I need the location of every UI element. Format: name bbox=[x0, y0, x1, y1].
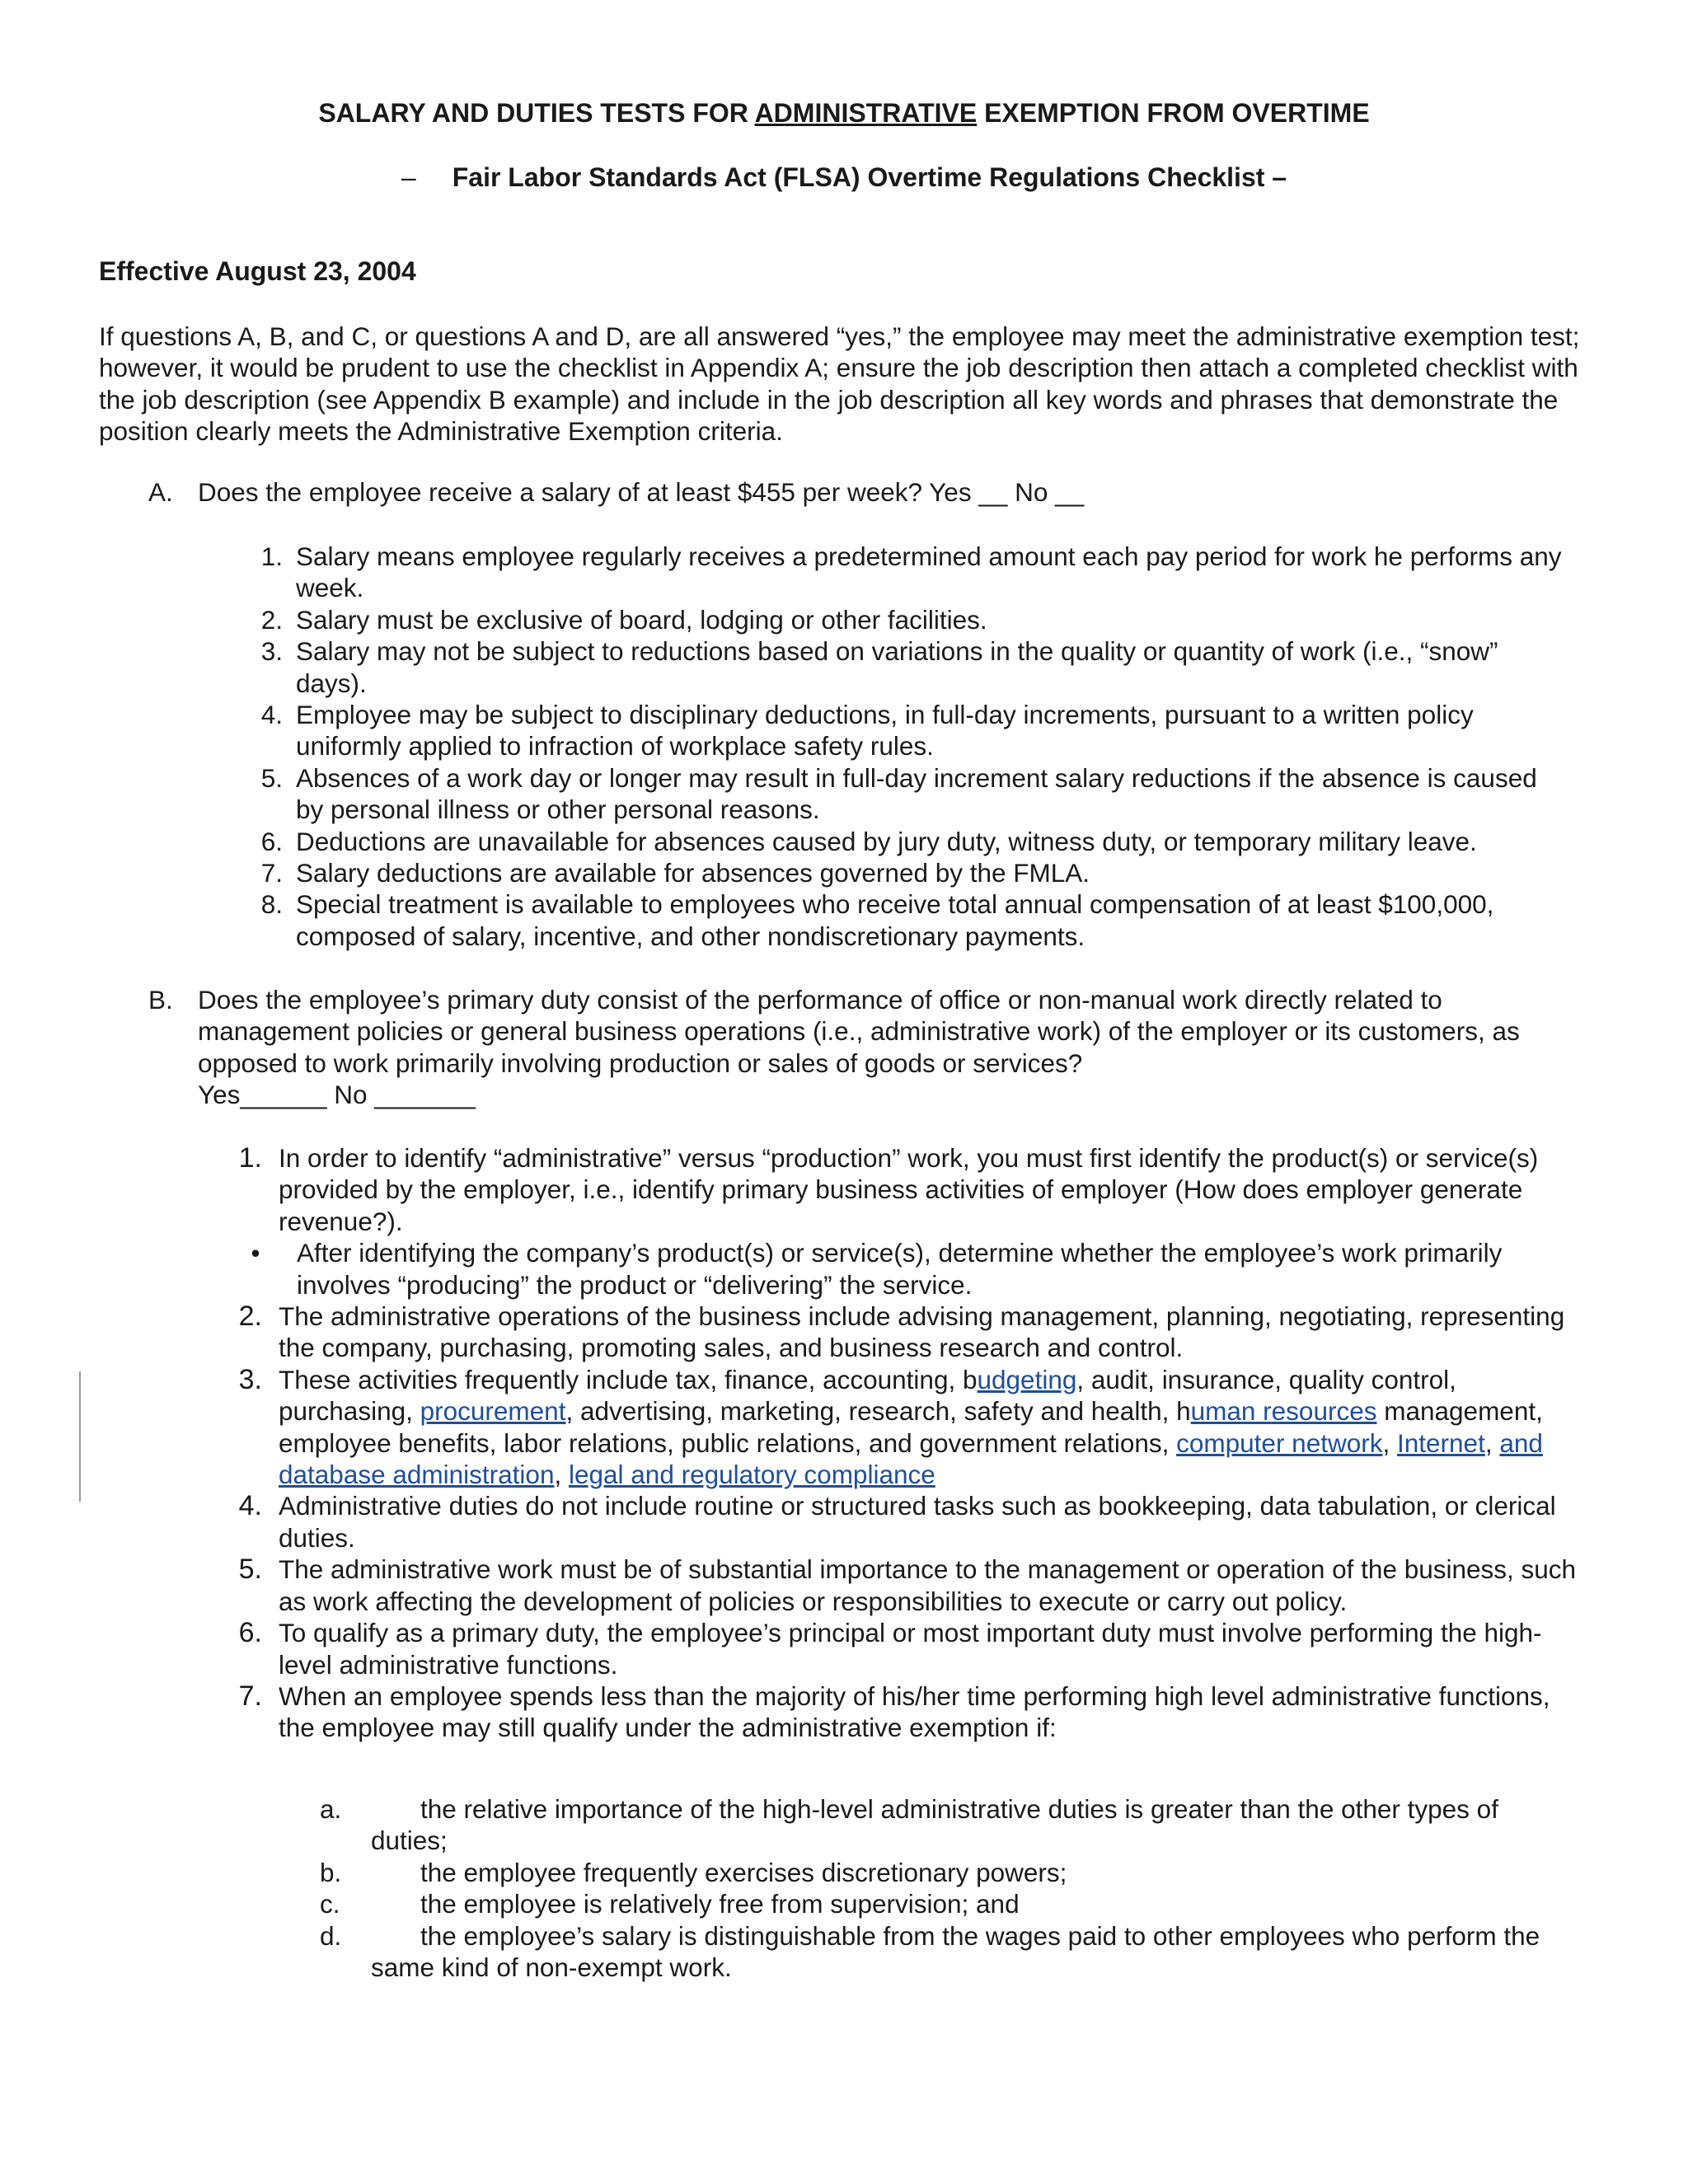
list-item bbox=[238, 1301, 1581, 1364]
list-item-number: 5. bbox=[260, 762, 283, 793]
list-item-text: Administrative duties do not include routine or structured tasks such as bookkeeping, data tabulation, or clerical duties. bbox=[279, 1491, 1556, 1553]
question-a-letter: A. bbox=[148, 477, 173, 507]
title-prefix: SALARY AND DUTIES TESTS FOR bbox=[318, 98, 755, 128]
list-item-number: 5. bbox=[238, 1554, 262, 1586]
list-item bbox=[238, 1142, 1581, 1237]
item3-text-7: , bbox=[554, 1460, 569, 1490]
list-item-number: 6. bbox=[260, 826, 283, 856]
item3-text-4: management, employee benefits, labor relations, public relations, and government relations, bbox=[279, 1396, 1543, 1458]
list-item-number: 1. bbox=[238, 1142, 262, 1174]
question-a-text: Does the employee receive a salary of at least $455 per week? Yes __ No __ bbox=[198, 477, 1085, 507]
list-item-text: The administrative operations of the business include advising management, planning, negotiating, representing the company, purchasing, promoting sales, and business research and control. bbox=[279, 1301, 1565, 1363]
list-item bbox=[238, 1554, 1581, 1617]
link-procurement[interactable]: procurement bbox=[420, 1396, 566, 1427]
list-item-number: 2. bbox=[260, 604, 283, 635]
list-item-text bbox=[279, 1365, 1543, 1489]
item3-text-3: , advertising, marketing, research, safety and health, h bbox=[565, 1396, 1191, 1427]
question-b-answer-line: Yes______ No _______ bbox=[198, 1080, 476, 1109]
revision-margin-bar bbox=[79, 1371, 81, 1502]
list-item-number: 3. bbox=[260, 636, 283, 667]
item3-text-5: , bbox=[1382, 1427, 1397, 1458]
link-internet[interactable]: Internet bbox=[1397, 1427, 1485, 1458]
list-item-number: 3. bbox=[238, 1363, 262, 1395]
sub-item-letter: c. bbox=[320, 1889, 340, 1919]
title-suffix: EXEMPTION FROM OVERTIME bbox=[977, 98, 1370, 128]
list-item bbox=[260, 635, 1569, 699]
list-item-number: 2. bbox=[238, 1301, 262, 1333]
question-b-letter: B. bbox=[148, 985, 173, 1015]
item3-text-2: , audit, insurance, quality control, purchasing, bbox=[279, 1364, 1456, 1427]
question-a-list bbox=[260, 541, 1569, 952]
list-item-text: Salary may not be subject to reductions based on variations in the quality or quantity of work (i.e., “snow” days). bbox=[296, 636, 1498, 698]
list-item bbox=[260, 604, 1569, 635]
list-item-text: Salary must be exclusive of board, lodging or other facilities. bbox=[296, 604, 987, 635]
bullet-text: After identifying the company’s product(s) or service(s), determine whether the employee’s work primarily involves “producing” the product or “delivering” the service. bbox=[297, 1238, 1503, 1300]
intro-paragraph: If questions A, B, and C, or questions A and D, are all answered “yes,” the employee may meet the administrative exemption test; however, it would be prudent to use the checklist in Appendix A; ensure the job description then attach a completed checklist with the job description (see Appendix B example) and include in the job description all key words and phrases that demonstrate the position clearly meets the Administrative Exemption criteria. bbox=[99, 321, 1580, 447]
list-item-number: 6. bbox=[238, 1617, 262, 1649]
list-item bbox=[238, 1617, 1581, 1680]
question-b-list bbox=[238, 1142, 1581, 1744]
question-b-text: Does the employee’s primary duty consist of the performance of office or non-manual work directly related to management policies or general business operations (i.e., administrative work) of the employer or its customers, as opposed to work primarily involving production or sales of goods or services? bbox=[198, 985, 1520, 1078]
list-item bbox=[260, 888, 1569, 952]
list-item bbox=[260, 826, 1569, 857]
list-item-text: To qualify as a primary duty, the employee’s principal or most important duty must involve performing the high-level administrative functions. bbox=[279, 1618, 1542, 1680]
list-item bbox=[260, 541, 1569, 604]
sub-item-letter: b. bbox=[320, 1857, 342, 1887]
list-item-number: 7. bbox=[260, 858, 283, 888]
sub-item-text: the employee’s salary is distinguishable from the wages paid to other employees who perform the same kind of non-exempt work. bbox=[371, 1920, 1540, 1983]
sub-item-letter: a. bbox=[320, 1794, 342, 1824]
document-title bbox=[0, 97, 1688, 129]
list-item bbox=[238, 1680, 1581, 1744]
list-item-text: In order to identify “administrative” versus “production” work, you must first identify the product(s) or service(s) provided by the employer, i.e., identify primary business activities of employer (How does employer generate revenue?). bbox=[279, 1143, 1539, 1236]
list-item-number: 7. bbox=[238, 1680, 262, 1712]
list-item bbox=[260, 762, 1569, 826]
sub-item bbox=[320, 1793, 1574, 1857]
list-item-number: 4. bbox=[238, 1490, 262, 1522]
document-subtitle bbox=[0, 162, 1688, 193]
list-item-text: Employee may be subject to disciplinary deductions, in full-day increments, pursuant to a written policy uniformly applied to infraction of workplace safety rules. bbox=[296, 700, 1474, 762]
link-database-administration[interactable]: and database administration bbox=[279, 1427, 1543, 1490]
sub-item-text: the employee frequently exercises discretionary powers; bbox=[420, 1857, 1067, 1887]
link-budgeting[interactable]: udgeting bbox=[977, 1364, 1077, 1394]
bullet-item bbox=[251, 1237, 1581, 1301]
link-human-resources-part1[interactable]: uman r bbox=[1190, 1396, 1272, 1427]
list-item-text: Salary means employee regularly receives a predetermined amount each pay period for work he performs any week. bbox=[296, 541, 1562, 603]
item3-text-1: These activities frequently include tax, finance, accounting, b bbox=[279, 1364, 978, 1394]
sub-item-text: the relative importance of the high-level administrative duties is greater than the other types of duties; bbox=[371, 1794, 1498, 1856]
link-computer-network[interactable]: computer network bbox=[1176, 1427, 1383, 1458]
list-item-text: When an employee spends less than the majority of his/her time performing high level administrative functions, the employee may still qualify under the administrative exemption if: bbox=[279, 1680, 1550, 1743]
list-item-text: The administrative work must be of substantial importance to the management or operation of the business, such as work affecting the development of policies or responsibilities to execute or carry out policy. bbox=[279, 1554, 1577, 1616]
list-item bbox=[260, 857, 1569, 888]
sub-list bbox=[320, 1793, 1574, 1983]
list-item-number: 1. bbox=[260, 541, 283, 571]
sub-item-text: the employee is relatively free from supervision; and bbox=[420, 1889, 1020, 1919]
effective-date: Effective August 23, 2004 bbox=[99, 256, 416, 286]
list-item bbox=[238, 1363, 1581, 1491]
list-item-text: Deductions are unavailable for absences caused by jury duty, witness duty, or temporary military leave. bbox=[296, 826, 1477, 856]
subtitle-dash: – bbox=[401, 162, 416, 192]
bullet-symbol: • bbox=[251, 1238, 260, 1268]
title-underlined-word: ADMINISTRATIVE bbox=[754, 98, 978, 128]
sub-item bbox=[320, 1920, 1574, 1984]
sub-item bbox=[320, 1888, 1574, 1919]
item3-text-6: , bbox=[1484, 1427, 1500, 1458]
list-item-number: 4. bbox=[260, 700, 283, 730]
subtitle-text: Fair Labor Standards Act (FLSA) Overtime Regulations Checklist – bbox=[452, 162, 1287, 192]
list-item-text: Special treatment is available to employees who receive total annual compensation of at least $100,000, composed of salary, incentive, and other nondiscretionary payments. bbox=[296, 889, 1494, 951]
link-legal-regulatory-compliance[interactable]: legal and regulatory compliance bbox=[568, 1460, 935, 1490]
list-item-text: Absences of a work day or longer may result in full-day increment salary reductions if the absence is caused by personal illness or other personal reasons. bbox=[296, 762, 1537, 825]
link-human-resources-part2[interactable]: esources bbox=[1271, 1396, 1377, 1427]
list-item bbox=[260, 699, 1569, 762]
list-item-number: 8. bbox=[260, 889, 283, 920]
sub-item bbox=[320, 1857, 1574, 1888]
sub-item-letter: d. bbox=[320, 1920, 342, 1951]
list-item-text: Salary deductions are available for absences governed by the FMLA. bbox=[296, 858, 1090, 888]
list-item bbox=[238, 1490, 1581, 1554]
